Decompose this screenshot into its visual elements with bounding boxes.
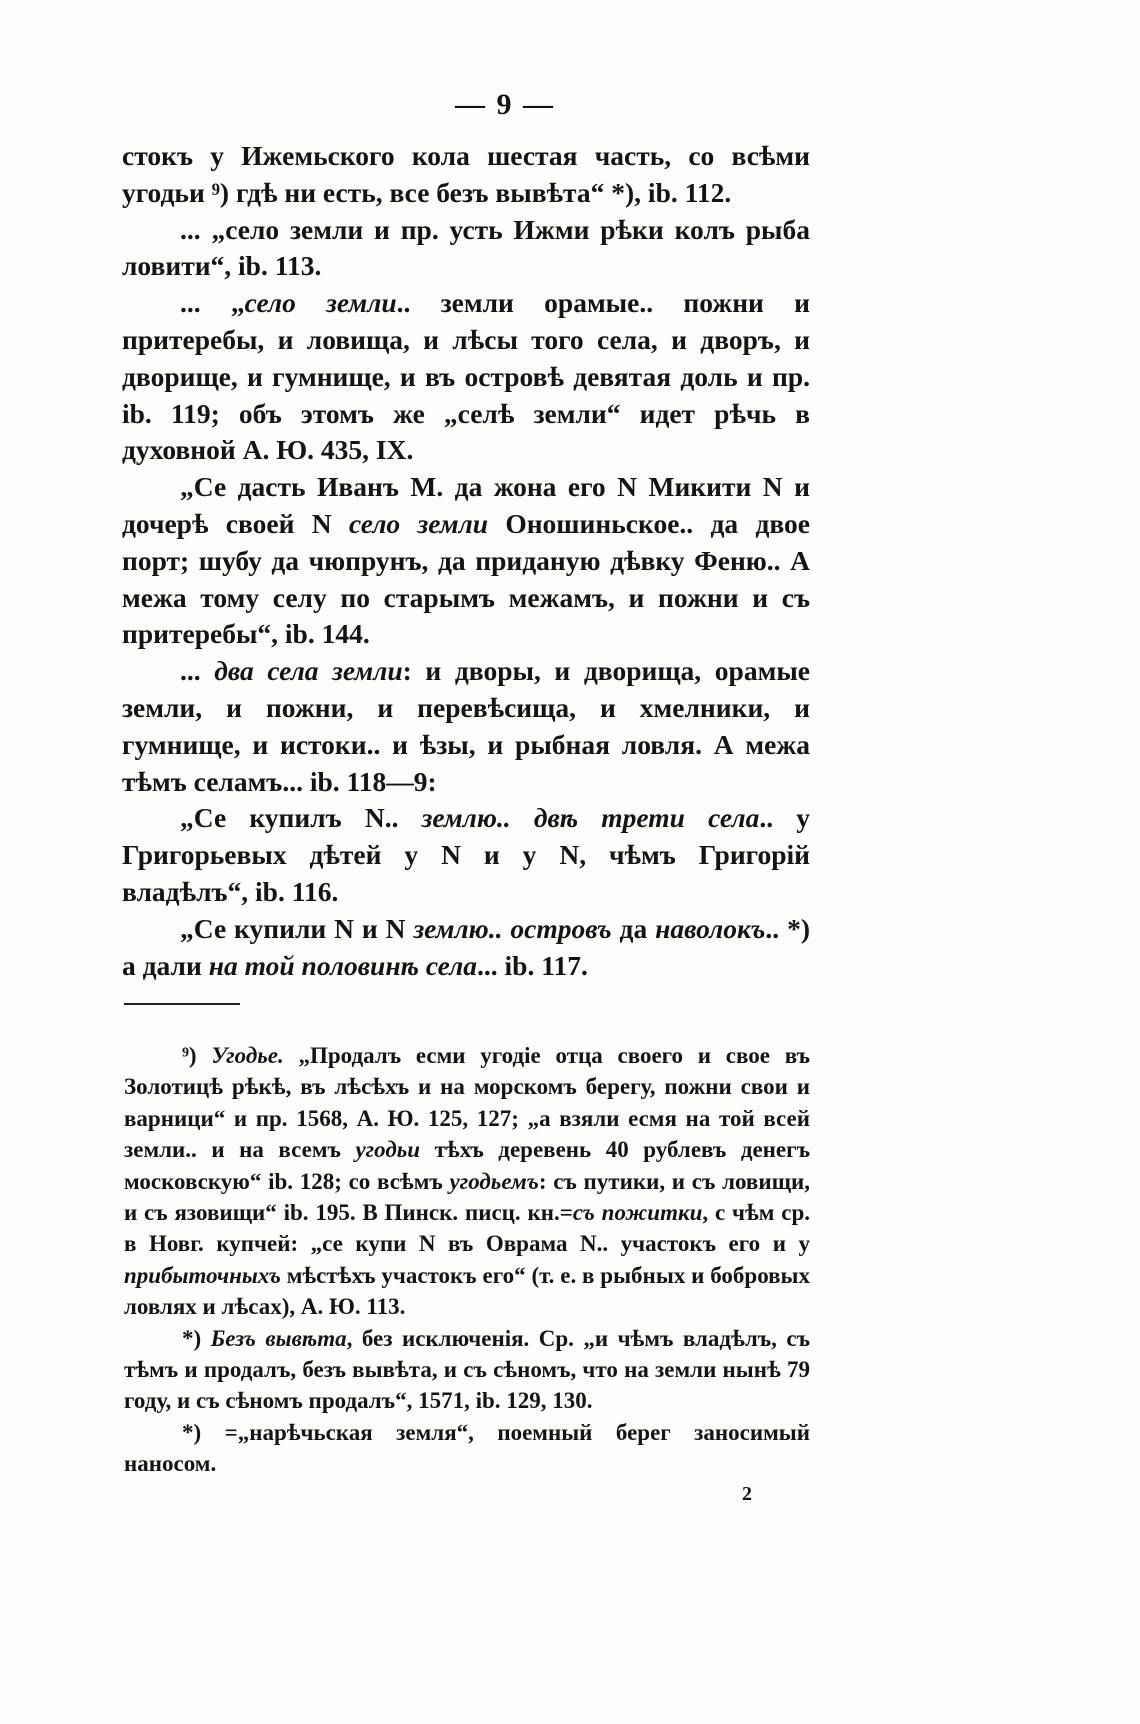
italic-term: землю.. островъ <box>413 912 612 944</box>
main-text <box>122 138 810 984</box>
italic-term: село земли <box>348 507 488 539</box>
footnote-asterisk-2: *) =„нарѣчьская земля“, поемный берег заносимый наносом. <box>124 1419 810 1477</box>
page-number: — 9 — <box>455 88 555 121</box>
paragraph-3: ... „село земли.. земли орамые.. пожни и притеребы, и ловища, и лѣсы того села, и дворъ, и дворище, и гумнище, и въ островѣ девятая доль и пр. ib. 119; объ этомъ же „селѣ земли“ идет рѣчь в духовной А. Ю. 435, IX. <box>122 287 810 466</box>
footnotes <box>124 1040 810 1480</box>
paragraph-1: стокъ у Ижемьского кола шестая часть, со всѣми угодьи ⁹) гдѣ ни есть, все безъ вывѣта“ *), ib. 112. <box>122 140 810 208</box>
italic-term: на той половинѣ села <box>208 949 478 981</box>
paragraph-6: „Се купилъ N.. землю.. двѣ трети села.. у Григорьевых дѣтей у N и у N, чѣмъ Григорій владѣлъ“, ib. 116. <box>122 802 810 907</box>
footnote-asterisk-1: *) Безъ вывѣта, без исключенія. Ср. „и чѣмъ владѣлъ, съ тѣмъ и продалъ, безъ вывѣта, и съ сѣномъ, что на земли нынѣ 79 году, и съ сѣномъ продалъ“, 1571, ib. 129, 130. <box>124 1325 810 1414</box>
italic-term: землю.. двѣ трети села <box>421 802 760 834</box>
footnote-divider <box>124 1003 240 1005</box>
italic-term: два села земли <box>214 655 403 687</box>
paragraph-2: ... „село земли и пр. усть Ижми рѣки колъ рыба ловити“, ib. 113. <box>122 213 810 282</box>
paragraph-7: „Се купили N и N землю.. островъ да наволокъ.. *) а дали на той половинѣ села... ib. 117. <box>122 912 810 981</box>
paragraph-4: „Се дасть Иванъ М. да жона его N Микити N и дочерѣ своей N село земли Оношиньское.. да двое порт; шубу да чюпрунъ, да приданую дѣвку Феню.. А межа тому селу по старымъ межамъ, и пожни и съ притеребы“, ib. 144. <box>122 471 810 650</box>
italic-term: наволокъ <box>655 912 766 944</box>
footnote-9: ⁹) Угодье. „Продалъ есми угодіе отца своего и свое въ Золотицѣ рѣкѣ, въ лѣсѣхъ и на морскомъ берегу, пожни свои и варници“ и пр. 1568, А. Ю. 125, 127; „а взяли есмя на той всей земли.. и на всемъ угодьи тѣхъ деревень 40 рублевъ денегъ московскую“ ib. 128; со всѣмъ угодьемъ: съ путики, и съ ловищи, и съ язовищи“ ib. 195. В Пинск. писц. кн.=съ пожитки, с чѣм ср. в Новг. купчей: „се купи N въ Оврама N.. участокъ его и у прибыточныхъ мѣстѣхъ участокъ его“ (т. е. в рыбных и бобровых ловлях и лѣсах), А. Ю. 113. <box>124 1043 810 1320</box>
signature-mark: 2 <box>742 1483 752 1505</box>
paragraph-5: ... два села земли: и дворы, и дворища, орамые земли, и пожни, и перевѣсища, и хмелники, и гумнище, и истоки.. и ѣзы, и рыбная ловля. А межа тѣмъ селамъ... ib. 118—9: <box>122 655 810 797</box>
italic-term: село земли <box>244 287 397 319</box>
